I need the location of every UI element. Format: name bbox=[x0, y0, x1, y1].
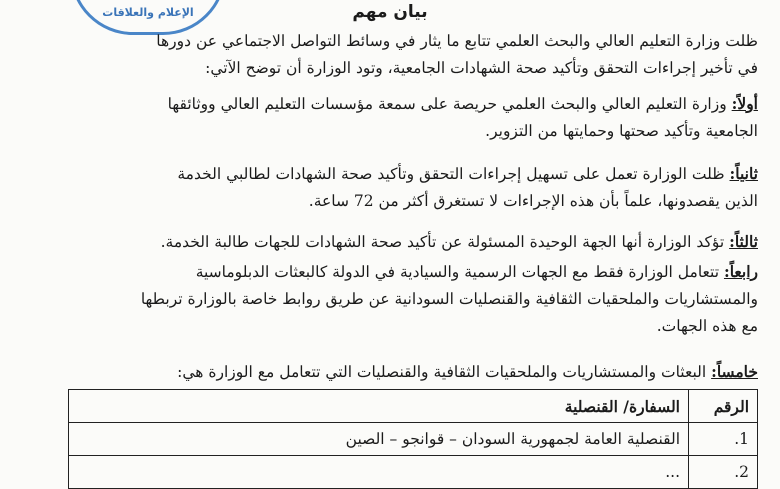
table-row bbox=[69, 456, 758, 489]
point-text: مع هذه الجهات. bbox=[656, 317, 758, 335]
row-number: 1. bbox=[689, 423, 758, 456]
point-2 bbox=[36, 160, 758, 215]
embassies-table bbox=[68, 389, 758, 489]
table-header-row bbox=[69, 390, 758, 423]
point-label: خامساً: bbox=[711, 362, 758, 381]
header-embassy: السفارة/ القنصلية bbox=[69, 390, 689, 423]
row-embassy: القنصلية العامة لجمهورية السودان – قوانجو – الصين bbox=[69, 423, 689, 456]
point-text: ظلت الوزارة تعمل على تسهيل إجراءات التحقق وتأكيد صحة الشهادات لطالبي الخدمة bbox=[177, 165, 725, 183]
point-1 bbox=[36, 90, 758, 145]
point-text: تؤكد الوزارة أنها الجهة الوحيدة المسئولة عن تأكيد صحة الشهادات للجهات طالبة الخدمة. bbox=[160, 233, 725, 251]
point-label: أولاً: bbox=[731, 94, 758, 113]
point-5 bbox=[36, 358, 758, 386]
row-embassy: ... bbox=[69, 456, 689, 489]
point-label: رابعاً: bbox=[723, 262, 758, 281]
point-label: ثانياً: bbox=[729, 164, 758, 183]
intro-line: في تأخير إجراءات التحقق وتأكيد صحة الشهادات الجامعية، وتود الوزارة أن توضح الآتي: bbox=[205, 59, 758, 77]
point-text: وزارة التعليم العالي والبحث العلمي حريصة على سمعة مؤسسات التعليم العالي ووثائقها bbox=[167, 95, 727, 113]
intro-line: ظلت وزارة التعليم العالي والبحث العلمي تتابع ما يثار في وسائط التواصل الاجتماعي عن دورها bbox=[156, 32, 758, 50]
point-text: تتعامل الوزارة فقط مع الجهات الرسمية والسيادية في الدولة كالبعثات الدبلوماسية bbox=[195, 263, 720, 281]
point-text: الذين يقصدونها، علماً بأن هذه الإجراءات لا تستغرق أكثر من 72 ساعة. bbox=[308, 192, 758, 210]
stamp-text: الإعلام والعلاقات bbox=[102, 6, 194, 19]
point-text: الجامعية وتأكيد صحتها وحمايتها من التزوير. bbox=[485, 122, 758, 140]
point-4 bbox=[36, 258, 758, 340]
point-text: البعثات والمستشاريات والملحقيات الثقافية والقنصليات التي تتعامل مع الوزارة هي: bbox=[177, 363, 707, 381]
point-label: ثالثاً: bbox=[729, 232, 758, 251]
point-3 bbox=[36, 228, 758, 256]
table-row bbox=[69, 423, 758, 456]
point-text: والمستشاريات والملحقيات الثقافية والقنصليات السودانية عن طريق روابط خاصة بالوزارة تربطها bbox=[140, 290, 758, 308]
statement-heading: بيان مهم bbox=[352, 2, 428, 22]
header-number: الرقم bbox=[689, 390, 758, 423]
row-number: 2. bbox=[689, 456, 758, 489]
intro-paragraph bbox=[36, 28, 758, 82]
